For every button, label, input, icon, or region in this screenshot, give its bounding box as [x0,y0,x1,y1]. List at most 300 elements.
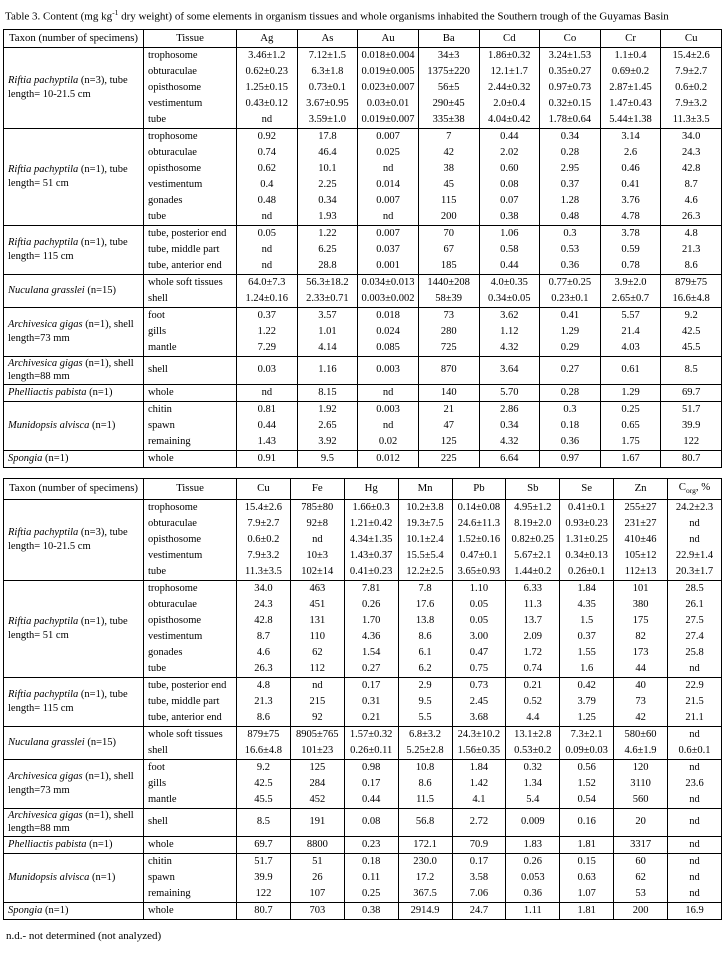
value-cell: 7.9±3.2 [237,548,291,564]
value-cell: 3110 [614,776,668,792]
column-header: Tissue [144,29,237,47]
taxon-name: Nuculana grasslei [8,284,85,296]
value-cell: 0.97±0.73 [540,80,601,96]
taxon-name: Nuculana grasslei [8,737,85,749]
column-header: Au [358,29,419,47]
value-cell: 367.5 [398,886,452,903]
value-cell: 0.11 [344,870,398,886]
value-cell: 0.003±0.002 [358,291,419,308]
value-cell: 140 [418,384,479,401]
value-cell: 0.03 [237,356,298,384]
value-cell: 0.053 [506,870,560,886]
taxon-cell: Archivesica gigas (n=1), shell length=73 mm [4,759,144,808]
value-cell: 125 [418,434,479,451]
value-cell: 3.64 [479,356,540,384]
value-cell: 9.5 [398,694,452,710]
value-cell: 1.56±0.35 [452,743,506,760]
value-cell: 34±3 [418,47,479,64]
value-cell: 16.6±4.8 [661,291,722,308]
tissue-cell: tube [144,564,237,581]
value-cell: 1.66±0.3 [344,499,398,516]
value-cell: 2.9 [398,677,452,694]
value-cell: 13.8 [398,613,452,629]
column-header: Se [560,478,614,499]
value-cell: 0.21 [344,710,398,727]
value-cell: 0.27 [344,661,398,678]
value-cell: 1.25±0.15 [237,80,298,96]
tissue-cell: foot [144,307,237,324]
value-cell: 0.53±0.2 [506,743,560,760]
value-cell: 17.6 [398,597,452,613]
value-cell: 5.4 [506,792,560,809]
value-cell: 11.5 [398,792,452,809]
table-row [4,47,722,64]
tissue-cell: spawn [144,418,237,434]
tissue-cell: trophosome [144,580,237,597]
column-header: Zn [614,478,668,499]
table-row [4,225,722,242]
value-cell: 45 [418,177,479,193]
value-cell: 1.22 [237,324,298,340]
tissue-cell: trophosome [144,47,237,64]
value-cell: 0.17 [344,776,398,792]
value-cell: 42 [418,145,479,161]
value-cell: nd [668,792,722,809]
value-cell: 0.019±0.005 [358,64,419,80]
value-cell: 0.42 [560,677,614,694]
value-cell: 2.33±0.71 [297,291,358,308]
value-cell: 15.4±2.6 [237,499,291,516]
value-cell: 0.41 [540,307,601,324]
value-cell: 45.5 [237,792,291,809]
value-cell: 1.28 [540,193,601,209]
taxon-group [4,726,722,759]
subscript: org [685,485,696,495]
value-cell: nd [668,853,722,870]
tissue-cell: obturaculae [144,64,237,80]
column-header: Co [540,29,601,47]
column-header: Mn [398,478,452,499]
value-cell: 0.024 [358,324,419,340]
value-cell: 0.28 [540,384,601,401]
value-cell: 6.64 [479,450,540,467]
value-cell: 0.05 [452,597,506,613]
value-cell: 9.2 [237,759,291,776]
value-cell: 26.3 [237,661,291,678]
tissue-cell: obturaculae [144,145,237,161]
value-cell: 0.37 [540,177,601,193]
tissue-cell: trophosome [144,499,237,516]
value-cell: 0.31 [344,694,398,710]
value-cell: 1.52 [560,776,614,792]
taxon-name: Riftia pachyptila [8,689,79,701]
value-cell: 44 [614,661,668,678]
value-cell: 92 [290,710,344,727]
tissue-cell: vestimentum [144,548,237,564]
value-cell: 7.8 [398,580,452,597]
value-cell: 24.2±2.3 [668,499,722,516]
value-cell: 58±39 [418,291,479,308]
value-cell: 1.84 [560,580,614,597]
value-cell: 4.1 [452,792,506,809]
value-cell: 24.7 [452,902,506,919]
value-cell: 0.41±0.23 [344,564,398,581]
value-cell: 62 [290,645,344,661]
value-cell: 703 [290,902,344,919]
value-cell: 101±23 [290,743,344,760]
value-cell: 60 [614,853,668,870]
value-cell: 7.9±2.7 [661,64,722,80]
taxon-cell: Riftia pachyptila (n=3), tube length= 10-21.5 cm [4,47,144,128]
caption-text-after: dry weight) of some elements in organism tissues and whole organisms inhabited the Southern trough of the Guyamas Basin [118,10,669,23]
value-cell: 0.47 [452,645,506,661]
value-cell: 1.67 [600,450,661,467]
value-cell: 0.05 [237,225,298,242]
value-cell: 24.3±10.2 [452,726,506,743]
value-cell: 56.3±18.2 [297,274,358,291]
value-cell: 231±27 [614,516,668,532]
value-cell: 0.92 [237,128,298,145]
value-cell: 0.07 [479,193,540,209]
value-cell: 5.70 [479,384,540,401]
value-cell: 0.75 [452,661,506,678]
value-cell: 6.2 [398,661,452,678]
taxon-name: Phelliactis pabista [8,839,87,851]
table-row [4,384,722,401]
value-cell: 0.63 [560,870,614,886]
value-cell: 2.95 [540,161,601,177]
value-cell: 20.3±1.7 [668,564,722,581]
taxon-group [4,677,722,726]
value-cell: 4.95±1.2 [506,499,560,516]
value-cell: 0.46 [600,161,661,177]
value-cell: 0.08 [479,177,540,193]
value-cell: 0.25 [600,401,661,418]
taxon-group [4,450,722,467]
value-cell: 0.019±0.007 [358,112,419,129]
value-cell: 1.92 [297,401,358,418]
value-cell: 0.44 [237,418,298,434]
value-cell: 7 [418,128,479,145]
value-cell: 0.34±0.05 [479,291,540,308]
value-cell: 1440±208 [418,274,479,291]
value-cell: 22.9±1.4 [668,548,722,564]
value-cell: 0.73±0.1 [297,80,358,96]
value-cell: 122 [661,434,722,451]
taxon-name: Archivesica gigas [8,809,83,821]
value-cell: 8.15 [297,384,358,401]
value-cell: 0.36 [506,886,560,903]
taxon-cell: Archivesica gigas (n=1), shell length=73 mm [4,307,144,356]
taxon-cell: Riftia pachyptila (n=3), tube length= 10-21.5 cm [4,499,144,580]
value-cell: 0.009 [506,808,560,836]
value-cell: 0.6±0.2 [237,532,291,548]
value-cell: 0.21 [506,677,560,694]
value-cell: 0.52 [506,694,560,710]
value-cell: 6.25 [297,242,358,258]
taxon-group [4,307,722,356]
taxon-group [4,401,722,450]
value-cell: nd [237,112,298,129]
table-row [4,401,722,418]
value-cell: 1.70 [344,613,398,629]
value-cell: 1.86±0.32 [479,47,540,64]
value-cell: 0.58 [479,242,540,258]
value-cell: 0.48 [237,193,298,209]
value-cell: 4.6 [661,193,722,209]
value-cell: 45.5 [661,340,722,357]
taxon-group [4,384,722,401]
column-header: Taxon (number of specimens) [4,29,144,47]
value-cell: 3.24±1.53 [540,47,601,64]
column-header: As [297,29,358,47]
value-cell: 0.60 [479,161,540,177]
value-cell: 10.2±3.8 [398,499,452,516]
value-cell: 3.62 [479,307,540,324]
value-cell: 53 [614,886,668,903]
value-cell: 11.3±3.5 [237,564,291,581]
taxon-group [4,128,722,225]
value-cell: 13.7 [506,613,560,629]
tissue-cell: tube, anterior end [144,710,237,727]
table-caption [5,6,722,24]
value-cell: 175 [614,613,668,629]
value-cell: 5.67±2.1 [506,548,560,564]
tissue-cell: mantle [144,792,237,809]
value-cell: 8.7 [661,177,722,193]
value-cell: nd [237,209,298,226]
value-cell: 4.6 [237,645,291,661]
value-cell: 16.6±4.8 [237,743,291,760]
value-cell: 1.01 [297,324,358,340]
tissue-cell: remaining [144,434,237,451]
value-cell: 0.023±0.007 [358,80,419,96]
value-cell: 0.77±0.25 [540,274,601,291]
value-cell: 0.23 [344,836,398,853]
value-cell: 8.7 [237,629,291,645]
value-cell: 0.34 [297,193,358,209]
value-cell: nd [358,384,419,401]
value-cell: 0.97 [540,450,601,467]
value-cell: 0.36 [540,434,601,451]
value-cell: 0.74 [237,145,298,161]
value-cell: 0.54 [560,792,614,809]
value-cell: 11.3±3.5 [661,112,722,129]
taxon-name: Munidopsis alvisca [8,419,90,431]
value-cell: 131 [290,613,344,629]
value-cell: 0.38 [344,902,398,919]
column-header: Pb [452,478,506,499]
value-cell: nd [358,209,419,226]
table-row [4,677,722,694]
value-cell: 24.3 [661,145,722,161]
value-cell: 0.007 [358,193,419,209]
value-cell: 4.8 [661,225,722,242]
value-cell: 8.6 [237,710,291,727]
value-cell: 2.72 [452,808,506,836]
value-cell: 112 [290,661,344,678]
taxon-group [4,225,722,274]
value-cell: 2.44±0.32 [479,80,540,96]
value-cell: 4.04±0.42 [479,112,540,129]
value-cell: 67 [418,242,479,258]
value-cell: 0.27 [540,356,601,384]
value-cell: 0.08 [344,808,398,836]
tissue-cell: tube, middle part [144,242,237,258]
value-cell: 0.014 [358,177,419,193]
value-cell: 10±3 [290,548,344,564]
value-cell: 0.32 [506,759,560,776]
caption-text-before: Table 3. Content (mg kg [5,10,113,23]
table-row [4,307,722,324]
value-cell: 62 [614,870,668,886]
tissue-cell: chitin [144,853,237,870]
value-cell: 0.003 [358,356,419,384]
value-cell: 0.3 [540,225,601,242]
value-cell: 27.4 [668,629,722,645]
table-row [4,580,722,597]
column-header: Taxon (number of specimens) [4,478,144,499]
value-cell: 1.1±0.4 [600,47,661,64]
value-cell: 3.68 [452,710,506,727]
value-cell: 115 [418,193,479,209]
value-cell: 0.98 [344,759,398,776]
value-cell: 7.06 [452,886,506,903]
value-cell: 725 [418,340,479,357]
value-cell: 0.16 [560,808,614,836]
value-cell: nd [358,161,419,177]
value-cell: 5.25±2.8 [398,743,452,760]
value-cell: 879±75 [661,274,722,291]
value-cell: nd [290,532,344,548]
value-cell: 0.28 [540,145,601,161]
value-cell: 785±80 [290,499,344,516]
table-row [4,808,722,836]
value-cell: 230.0 [398,853,452,870]
value-cell: 1.57±0.32 [344,726,398,743]
tissue-cell: gills [144,324,237,340]
value-cell: 125 [290,759,344,776]
value-cell: 6.8±3.2 [398,726,452,743]
taxon-name: Archivesica gigas [8,319,83,331]
value-cell: 0.18 [344,853,398,870]
value-cell: 0.38 [479,209,540,226]
taxon-cell: Riftia pachyptila (n=1), tube length= 51 cm [4,128,144,225]
value-cell: 1.06 [479,225,540,242]
value-cell: 0.03±0.01 [358,96,419,112]
value-cell: 284 [290,776,344,792]
taxon-name: Riftia pachyptila [8,75,79,87]
taxon-group [4,356,722,384]
column-header: Tissue [144,478,237,499]
value-cell: nd [668,532,722,548]
value-cell: 1.21±0.42 [344,516,398,532]
taxon-cell: Munidopsis alvisca (n=1) [4,401,144,450]
value-cell: 0.74 [506,661,560,678]
value-cell: nd [668,661,722,678]
value-cell: 10.8 [398,759,452,776]
taxon-name: Archivesica gigas [8,771,83,783]
tissue-cell: vestimentum [144,629,237,645]
taxon-cell: Archivesica gigas (n=1), shell length=88 mm [4,808,144,836]
value-cell: 56±5 [418,80,479,96]
taxon-cell: Nuculana grasslei (n=15) [4,274,144,307]
value-cell: 28.8 [297,258,358,275]
value-cell: 0.4 [237,177,298,193]
tissue-cell: remaining [144,886,237,903]
taxon-name: Riftia pachyptila [8,527,79,539]
taxon-group [4,47,722,128]
value-cell: 4.0±0.35 [479,274,540,291]
value-cell: 1.34 [506,776,560,792]
value-cell: 0.034±0.013 [358,274,419,291]
value-cell: 191 [290,808,344,836]
value-cell: 2.65 [297,418,358,434]
value-cell: 11.3 [506,597,560,613]
value-cell: 0.26±0.1 [560,564,614,581]
value-cell: 0.003 [358,401,419,418]
elements-table-1 [3,29,722,468]
value-cell: nd [668,836,722,853]
value-cell: 4.14 [297,340,358,357]
value-cell: 1.83 [506,836,560,853]
value-cell: 3.59±1.0 [297,112,358,129]
taxon-group [4,836,722,853]
value-cell: 82 [614,629,668,645]
value-cell: 1.55 [560,645,614,661]
value-cell: 3.78 [600,225,661,242]
value-cell: 173 [614,645,668,661]
taxon-group [4,580,722,677]
column-header: Sb [506,478,560,499]
tissue-cell: gonades [144,645,237,661]
value-cell: 0.09±0.03 [560,743,614,760]
taxon-cell: Spongia (n=1) [4,450,144,467]
value-cell: 28.5 [668,580,722,597]
value-cell: 290±45 [418,96,479,112]
value-cell: 8905±765 [290,726,344,743]
value-cell: 0.62 [237,161,298,177]
value-cell: 0.44 [344,792,398,809]
value-cell: 0.018 [358,307,419,324]
taxon-group [4,499,722,580]
taxon-cell: Phelliactis pabista (n=1) [4,836,144,853]
value-cell: 2.45 [452,694,506,710]
value-cell: 105±12 [614,548,668,564]
value-cell: 200 [614,902,668,919]
column-header: Fe [290,478,344,499]
tissue-cell: tube [144,661,237,678]
value-cell: nd [668,726,722,743]
value-cell: 0.32±0.15 [540,96,601,112]
value-cell: 1.11 [506,902,560,919]
value-cell: 3.46±1.2 [237,47,298,64]
value-cell: 3.67±0.95 [297,96,358,112]
tissue-cell: whole [144,836,237,853]
value-cell: 122 [237,886,291,903]
value-cell: 27.5 [668,613,722,629]
value-cell: 0.59 [600,242,661,258]
value-cell: 0.82±0.25 [506,532,560,548]
table-row [4,853,722,870]
tissue-cell: spawn [144,870,237,886]
value-cell: 0.36 [540,258,601,275]
value-cell: 47 [418,418,479,434]
tissue-cell: tube, posterior end [144,225,237,242]
value-cell: 3.79 [560,694,614,710]
value-cell: 1.43±0.37 [344,548,398,564]
tissue-cell: tube, middle part [144,694,237,710]
